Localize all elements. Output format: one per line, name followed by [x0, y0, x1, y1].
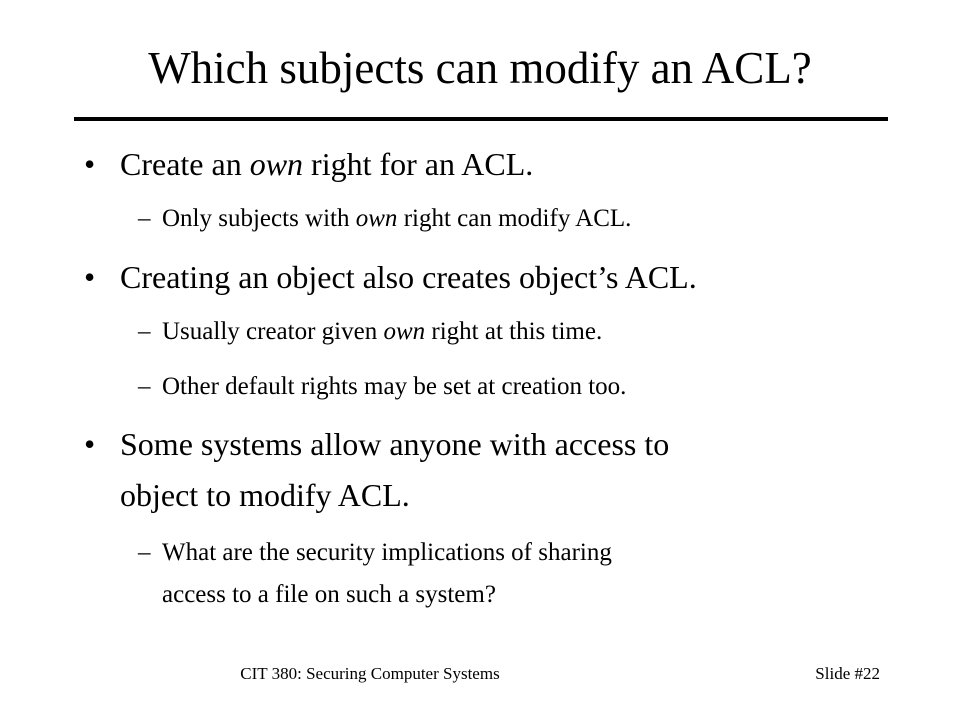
- sub-bullet-2-1: [138, 315, 602, 349]
- bullet-marker: •: [84, 426, 96, 462]
- bullet-1: [84, 141, 533, 187]
- sub-bullet-2-1-em: own: [383, 318, 426, 345]
- bullet-3-line-2: object to modify ACL.: [120, 477, 410, 513]
- bullet-3-line-1: Some systems allow anyone with access to: [120, 426, 670, 462]
- bullet-1-text-pre: Create an: [120, 146, 250, 182]
- sub-bullet-2-1-pre: Usually creator given: [162, 318, 384, 345]
- sub-bullet-3-1-line-1: What are the security implications of sharing: [162, 539, 612, 566]
- sub-bullet-2-1-post: right at this time.: [425, 318, 603, 345]
- sub-bullet-1-1-post: right can modify ACL.: [397, 205, 632, 232]
- sub-bullet-1-1: [138, 202, 631, 236]
- title-underline: [74, 117, 888, 121]
- bullet-2-text: Creating an object also creates object’s ACL.: [120, 259, 697, 295]
- sub-bullet-marker: –: [138, 373, 151, 400]
- sub-bullet-marker: –: [138, 205, 151, 232]
- footer-slide-number: Slide #22: [815, 664, 880, 683]
- bullet-1-text-em: own: [249, 146, 304, 182]
- sub-bullet-1-1-pre: Only subjects with: [162, 205, 356, 232]
- footer-course: CIT 380: Securing Computer Systems: [240, 664, 500, 683]
- sub-bullet-2-2-text: Other default rights may be set at creation too.: [162, 373, 627, 400]
- sub-bullet-3-1: [138, 536, 612, 570]
- slide-title: Which subjects can modify an ACL?: [148, 43, 812, 93]
- sub-bullet-marker: –: [138, 318, 151, 345]
- sub-bullet-3-1-line-2: access to a file on such a system?: [162, 581, 496, 608]
- bullet-2: [84, 254, 697, 300]
- sub-bullet-marker: –: [138, 539, 151, 566]
- bullet-1-text-post: right for an ACL.: [303, 146, 534, 182]
- bullet-marker: •: [84, 146, 96, 182]
- sub-bullet-1-1-em: own: [355, 205, 398, 232]
- bullet-3: [84, 421, 669, 467]
- sub-bullet-2-2: [138, 370, 626, 404]
- bullet-marker: •: [84, 259, 96, 295]
